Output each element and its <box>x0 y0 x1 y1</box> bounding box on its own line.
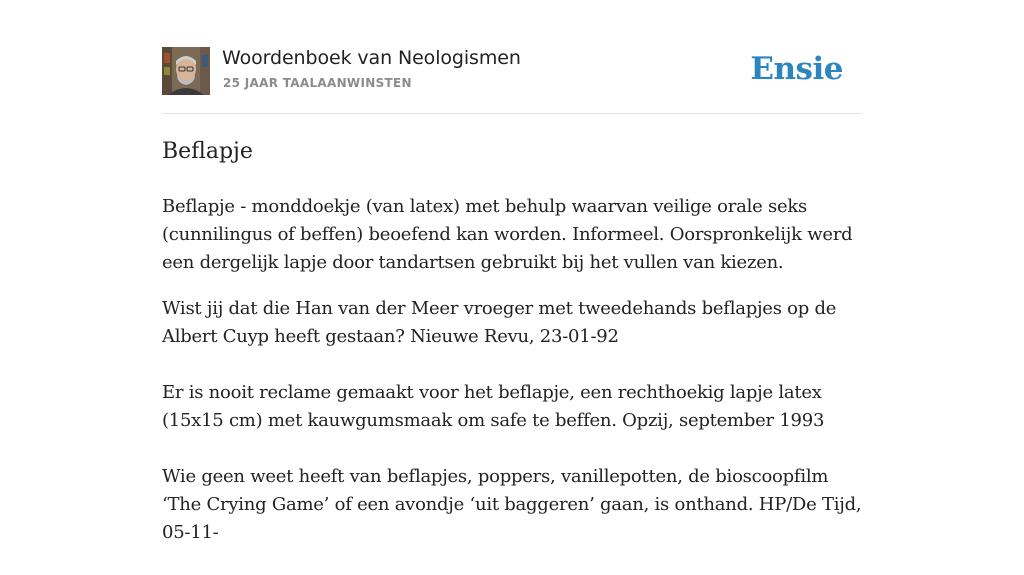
entry-content <box>162 136 862 575</box>
entry-definition: Beflapje - monddoekje (van latex) met behulp waarvan veilige orale seks (cunnilingus of beffen) beoefend kan worden. Informeel. Oorspronkelijk werd een dergelijk lapje door tandartsen gebruikt bij het vullen van kiezen. <box>162 196 853 273</box>
site-header <box>162 46 862 96</box>
brand-logo[interactable]: Ensie <box>750 51 843 87</box>
site-subtitle: 25 JAAR TAALAANWINSTEN <box>223 76 412 90</box>
site-title[interactable]: Woordenboek van Neologismen <box>222 47 521 69</box>
quote-list <box>162 295 862 547</box>
entry-title: Beflapje <box>162 139 253 164</box>
quote-item: Wie geen weet heeft van beflapjes, poppers, vanillepotten, de bioscoopfilm ‘The Crying Game’ of een avondje ‘uit baggeren’ gaan, is onthand. HP/De Tijd, 05-11- <box>162 466 862 543</box>
quote-item: Wist jij dat die Han van der Meer vroeger met tweedehands beflapjes op de Albert Cuyp heeft gestaan? Nieuwe Revu, 23-01-92 <box>162 298 837 347</box>
quote-item: Er is nooit reclame gemaakt voor het beflapje, een rechthoekig lapje latex (15x15 cm) met kauwgumsmaak om safe te beffen. Opzij, september 1993 <box>162 382 825 431</box>
author-avatar[interactable] <box>162 47 210 95</box>
avatar-portrait-icon <box>162 47 210 95</box>
header-divider <box>162 113 862 114</box>
